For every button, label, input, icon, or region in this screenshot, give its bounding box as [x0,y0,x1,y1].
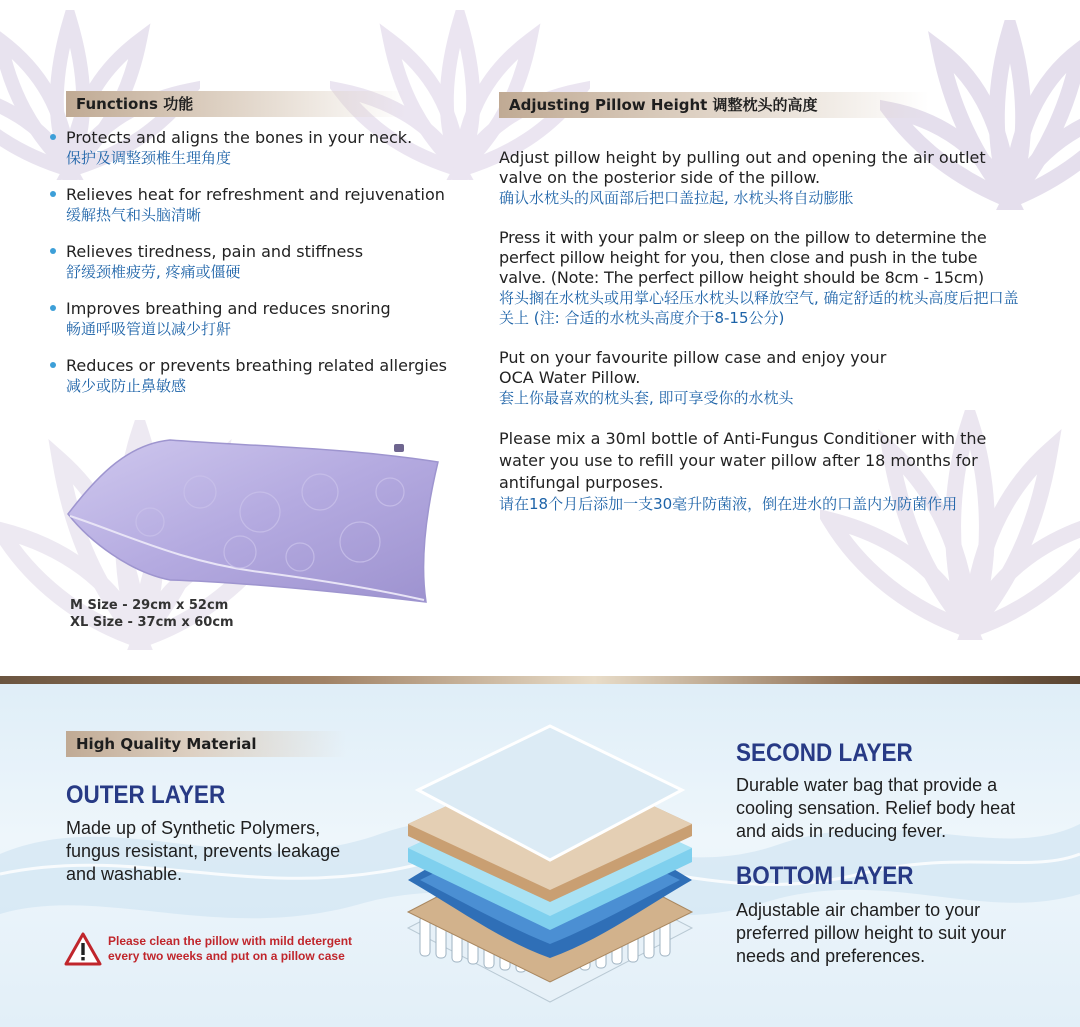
instruction-zh: 确认水枕头的风面部后把口盖拉起, 水枕头将自动膨胀 [499,189,854,207]
list-item [50,299,480,339]
function-en: Relieves heat for refreshment and rejuvenation [66,185,445,204]
warning-icon [64,932,102,966]
adjusting-instructions [499,148,1039,534]
pillow-image [60,432,450,612]
material-heading: High Quality Material [66,731,346,757]
size-info [70,597,234,631]
list-item [50,185,480,225]
second-layer-description: Durable water bag that provide a cooling sensation. Relief body heat and aids in reducing fever. [736,775,1016,841]
function-en: Reduces or prevents breathing related allergies [66,356,447,375]
instruction-en: Please mix a 30ml bottle of Anti-Fungus Conditioner with the water you use to refill your water pillow after 18 months for antifungal purposes. [499,429,987,492]
function-en: Protects and aligns the bones in your neck. [66,128,413,147]
instruction-en: Press it with your palm or sleep on the pillow to determine the perfect pillow height for you, then close and push in the tube valve. (Note: The perfect pillow height should be 8cm - 15cm) [499,228,987,287]
instruction-zh: 请在18个月后添加一支30毫升防菌液，倒在进水的口盖内为防菌作用 [499,495,958,513]
bullet-icon [50,191,56,197]
function-zh: 缓解热气和头脑清晰 [66,206,202,224]
outer-layer-description: Made up of Synthetic Polymers, fungus resistant, prevents leakage and washable. [66,818,341,884]
function-zh: 减少或防止鼻敏感 [66,377,187,395]
function-en: Improves breathing and reduces snoring [66,299,391,318]
function-en: Relieves tiredness, pain and stiffness [66,242,364,261]
size-m: M Size - 29cm x 52cm [70,598,229,613]
instruction-paragraph [499,348,1039,408]
second-layer-title: SECOND LAYER [736,739,913,767]
instruction-paragraph [499,428,1039,514]
pillow-layers-diagram [400,720,700,1020]
instruction-paragraph [499,148,1039,208]
function-zh: 保护及调整颈椎生理角度 [66,149,232,167]
adjusting-heading: Adjusting Pillow Height 调整枕头的高度 [499,92,929,118]
bottom-layer-title: BOTTOM LAYER [736,862,914,890]
functions-heading: Functions 功能 [66,91,406,117]
section-divider [0,676,1080,684]
function-zh: 畅通呼吸管道以减少打鼾 [66,320,232,338]
warning-line-2: every two weeks and put on a pillow case [108,949,345,963]
bullet-icon [50,134,56,140]
outer-layer-title: OUTER LAYER [66,781,226,809]
list-item [50,128,480,168]
instruction-paragraph [499,228,1039,328]
instruction-zh: 将头搁在水枕头或用掌心轻压水枕头以释放空气, 确定舒适的枕头高度后把口盖关上 (注: 合适的水枕头高度介于8-15公分) [499,289,1019,327]
function-zh: 舒缓颈椎疲劳, 疼痛或僵硬 [66,263,241,281]
warning-line-1: Please clean the pillow with mild detergent [108,934,353,948]
instruction-en: Put on your favourite pillow case and enjoy your OCA Water Pillow. [499,348,887,387]
functions-list [50,128,480,413]
instruction-en: Adjust pillow height by pulling out and opening the air outlet valve on the posterior side of the pillow. [499,148,986,187]
list-item [50,242,480,282]
bullet-icon [50,305,56,311]
bottom-layer-description: Adjustable air chamber to your preferred pillow height to suit your needs and preferences. [736,900,1007,966]
size-xl: XL Size - 37cm x 60cm [70,615,234,630]
bullet-icon [50,362,56,368]
list-item [50,356,480,396]
bullet-icon [50,248,56,254]
material-section [0,684,1080,1027]
warning-text [108,934,352,964]
instruction-zh: 套上你最喜欢的枕头套, 即可享受你的水枕头 [499,389,794,407]
